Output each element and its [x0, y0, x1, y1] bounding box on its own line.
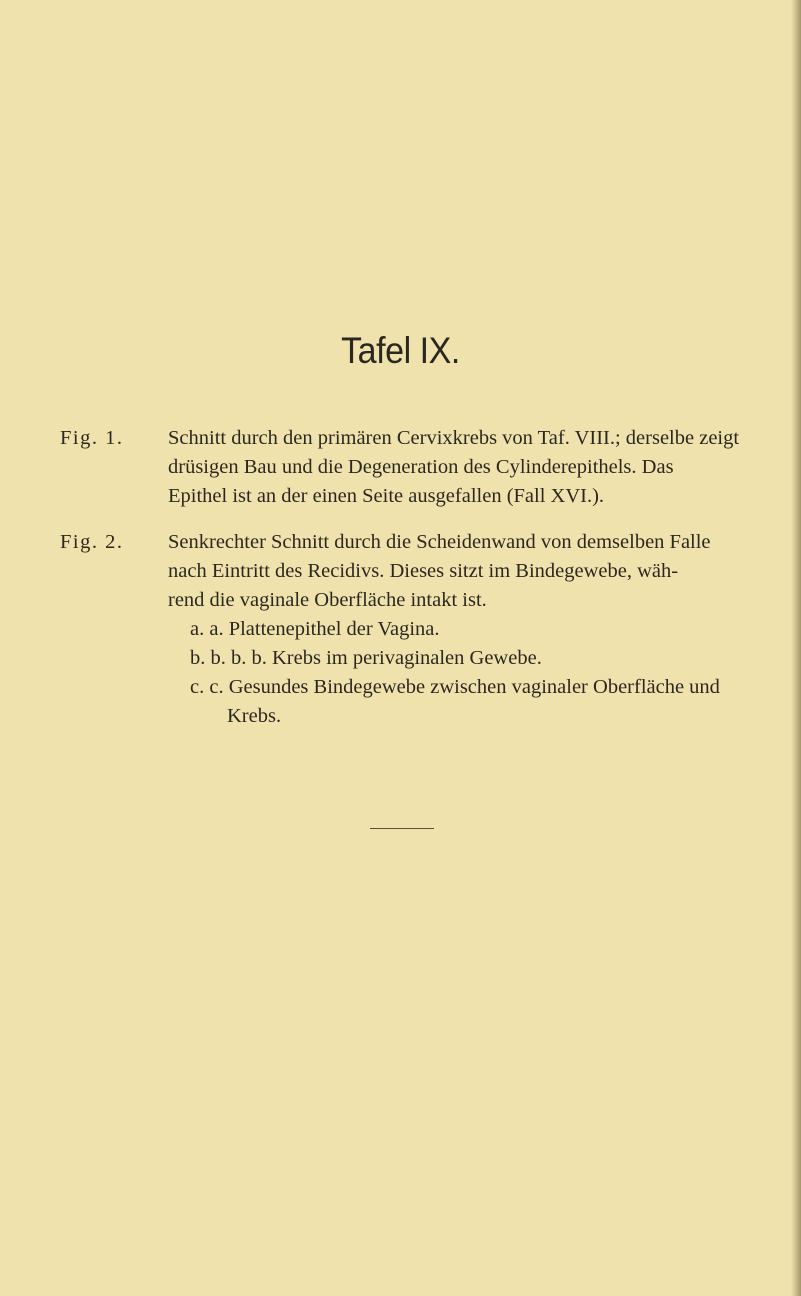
caption-line: rend die vaginale Oberfläche intakt ist. — [168, 589, 487, 611]
divider-rule — [370, 828, 434, 829]
page-title: Tafel IX. — [341, 330, 460, 371]
figure-caption-text — [168, 528, 760, 731]
caption-line: Senkrechter Schnitt durch die Scheidenwand von demselben Falle — [168, 531, 711, 553]
page-edge-shadow — [791, 0, 801, 1296]
caption-line: nach Eintritt des Recidivs. Dieses sitzt im Bindegewebe, wäh- — [168, 560, 679, 582]
legend-item-b: b. b. b. b. Krebs im perivaginalen Gewebe. — [190, 647, 542, 669]
figure-caption-2 — [60, 528, 760, 731]
figure-label: Fig. 2. — [60, 531, 124, 553]
caption-line: Epithel ist an der einen Seite ausgefallen (Fall XVI.). — [168, 485, 605, 507]
legend-item-c-continuation: Krebs. — [227, 705, 282, 727]
caption-line: Schnitt durch den primären Cervixkrebs von Taf. VIII.; derselbe zeigt — [168, 427, 740, 449]
figure-caption-1 — [60, 424, 760, 511]
legend-item-c: c. c. Gesundes Bindegewebe zwischen vaginaler Oberfläche und — [190, 676, 720, 698]
figure-label: Fig. 1. — [60, 427, 124, 449]
caption-line: drüsigen Bau und die Degeneration des Cylinderepithels. Das — [168, 456, 674, 478]
legend-item-a: a. a. Plattenepithel der Vagina. — [190, 618, 440, 640]
figure-caption-text — [168, 424, 760, 511]
